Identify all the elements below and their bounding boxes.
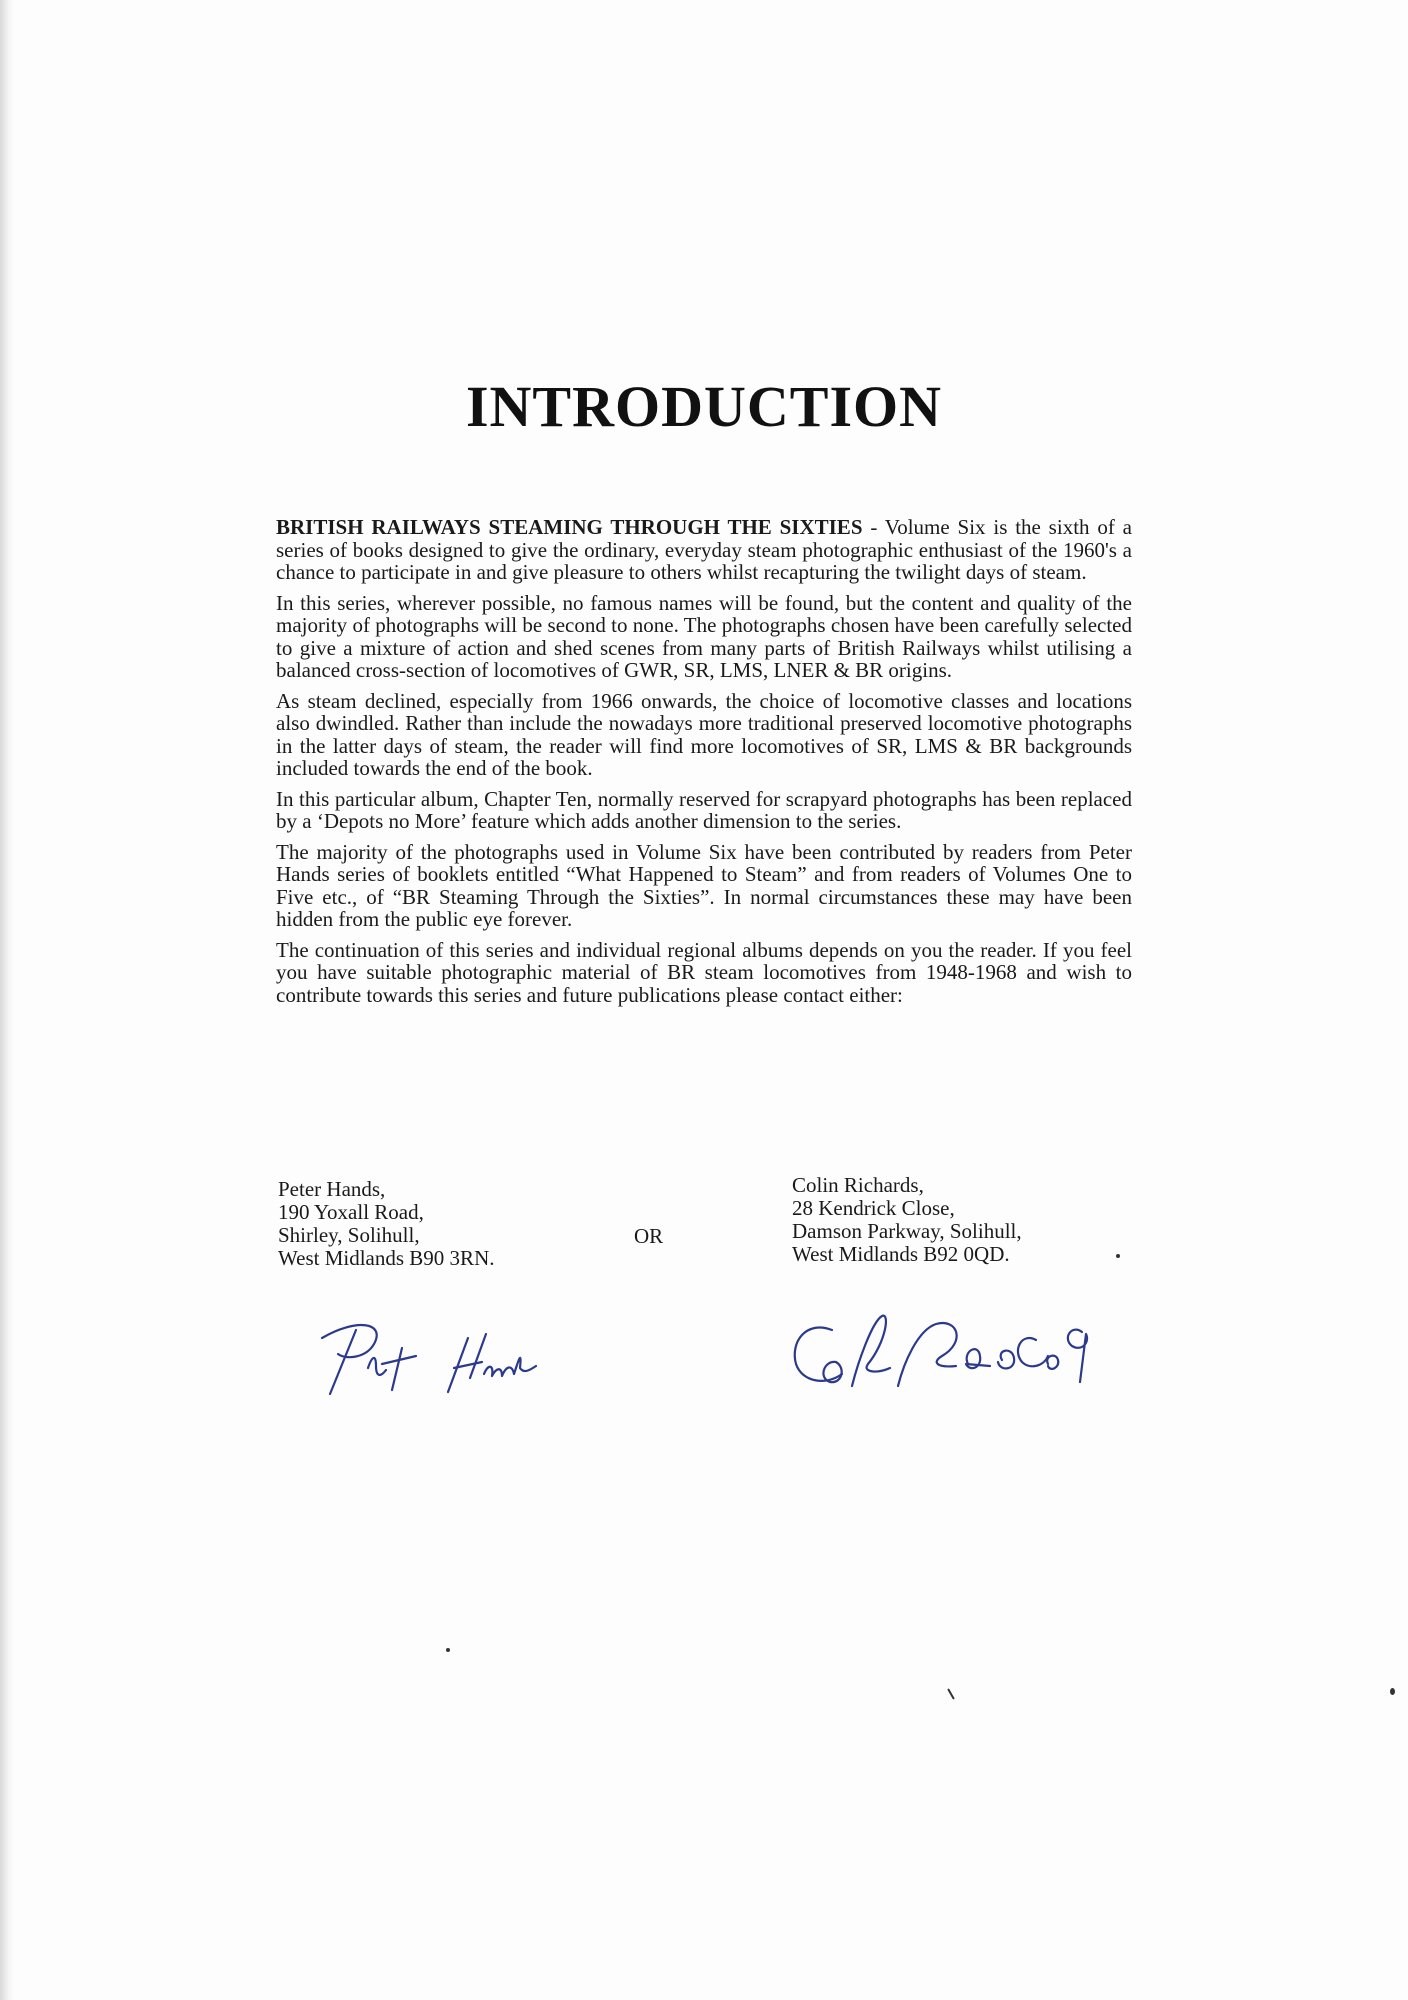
print-speck — [446, 1648, 450, 1652]
address-line: 190 Yoxall Road, — [278, 1200, 424, 1224]
print-speck — [1390, 1688, 1395, 1695]
page-title: INTRODUCTION — [465, 374, 943, 439]
introduction-body — [276, 516, 1132, 1014]
address-line: West Midlands B92 0QD. — [792, 1242, 1010, 1266]
paragraph-4: In this particular album, Chapter Ten, normally reserved for scrapyard photographs has been replaced by a ‘Depots no More’ feature which adds another dimension to the series. — [276, 786, 1132, 833]
series-title: BRITISH RAILWAYS STEAMING THROUGH THE SIXTIES — [276, 515, 863, 539]
address-line: Shirley, Solihull, — [278, 1223, 420, 1247]
paragraph-1 — [276, 516, 1132, 584]
address-line: West Midlands B90 3RN. — [278, 1246, 495, 1270]
paragraph-3: As steam declined, especially from 1966 onwards, the choice of locomotive classes and locations also dwindled. Rather than include the nowadays more traditional preserved locomotive photographs in the latter days of steam, the reader will find more locomotives of SR, LMS & BR backgrounds included towards the end of the book. — [276, 688, 1132, 780]
paragraph-6: The continuation of this series and individual regional albums depends on you the reader. If you feel you have suitable photographic material of BR steam locomotives from 1948-1968 and wish to contribute towards this series and future publications please contact either: — [276, 937, 1132, 1007]
address-line: Peter Hands, — [278, 1177, 386, 1201]
signature-peter-hands — [316, 1308, 556, 1400]
address-line: Damson Parkway, Solihull, — [792, 1219, 1022, 1243]
signature-colin-richards — [786, 1302, 1116, 1398]
paragraph-5: The majority of the photographs used in Volume Six have been contributed by readers from Peter Hands series of booklets entitled “What Happened to Steam” and from readers of Volumes One to Five etc., of “BR Steaming Through the Sixties”. In normal circumstances these may have been hidden from the public eye forever. — [276, 839, 1132, 931]
print-speck — [1116, 1254, 1120, 1258]
or-separator: OR — [634, 1224, 664, 1248]
address-line: Colin Richards, — [792, 1173, 924, 1197]
address-line: 28 Kendrick Close, — [792, 1196, 955, 1220]
print-speck — [947, 1688, 955, 1699]
contact-address-peter-hands — [278, 1178, 494, 1270]
contact-address-colin-richards — [792, 1174, 1022, 1266]
paragraph-1-text: - Volume Six is the sixth of a series of books designed to give the ordinary, everyday steam photographic enthusiast of the 1960's a chance to participate in and give pleasure to others whilst recapturing the twilight days of steam. — [276, 515, 1132, 584]
page-binding-edge — [0, 0, 14, 2000]
paragraph-2: In this series, wherever possible, no famous names will be found, but the content and quality of the majority of photographs will be second to none. The photographs chosen have been carefully selected to give a mixture of action and shed scenes from many parts of British Railways whilst utilising a balanced cross-section of locomotives of GWR, SR, LMS, LNER & BR origins. — [276, 590, 1132, 682]
